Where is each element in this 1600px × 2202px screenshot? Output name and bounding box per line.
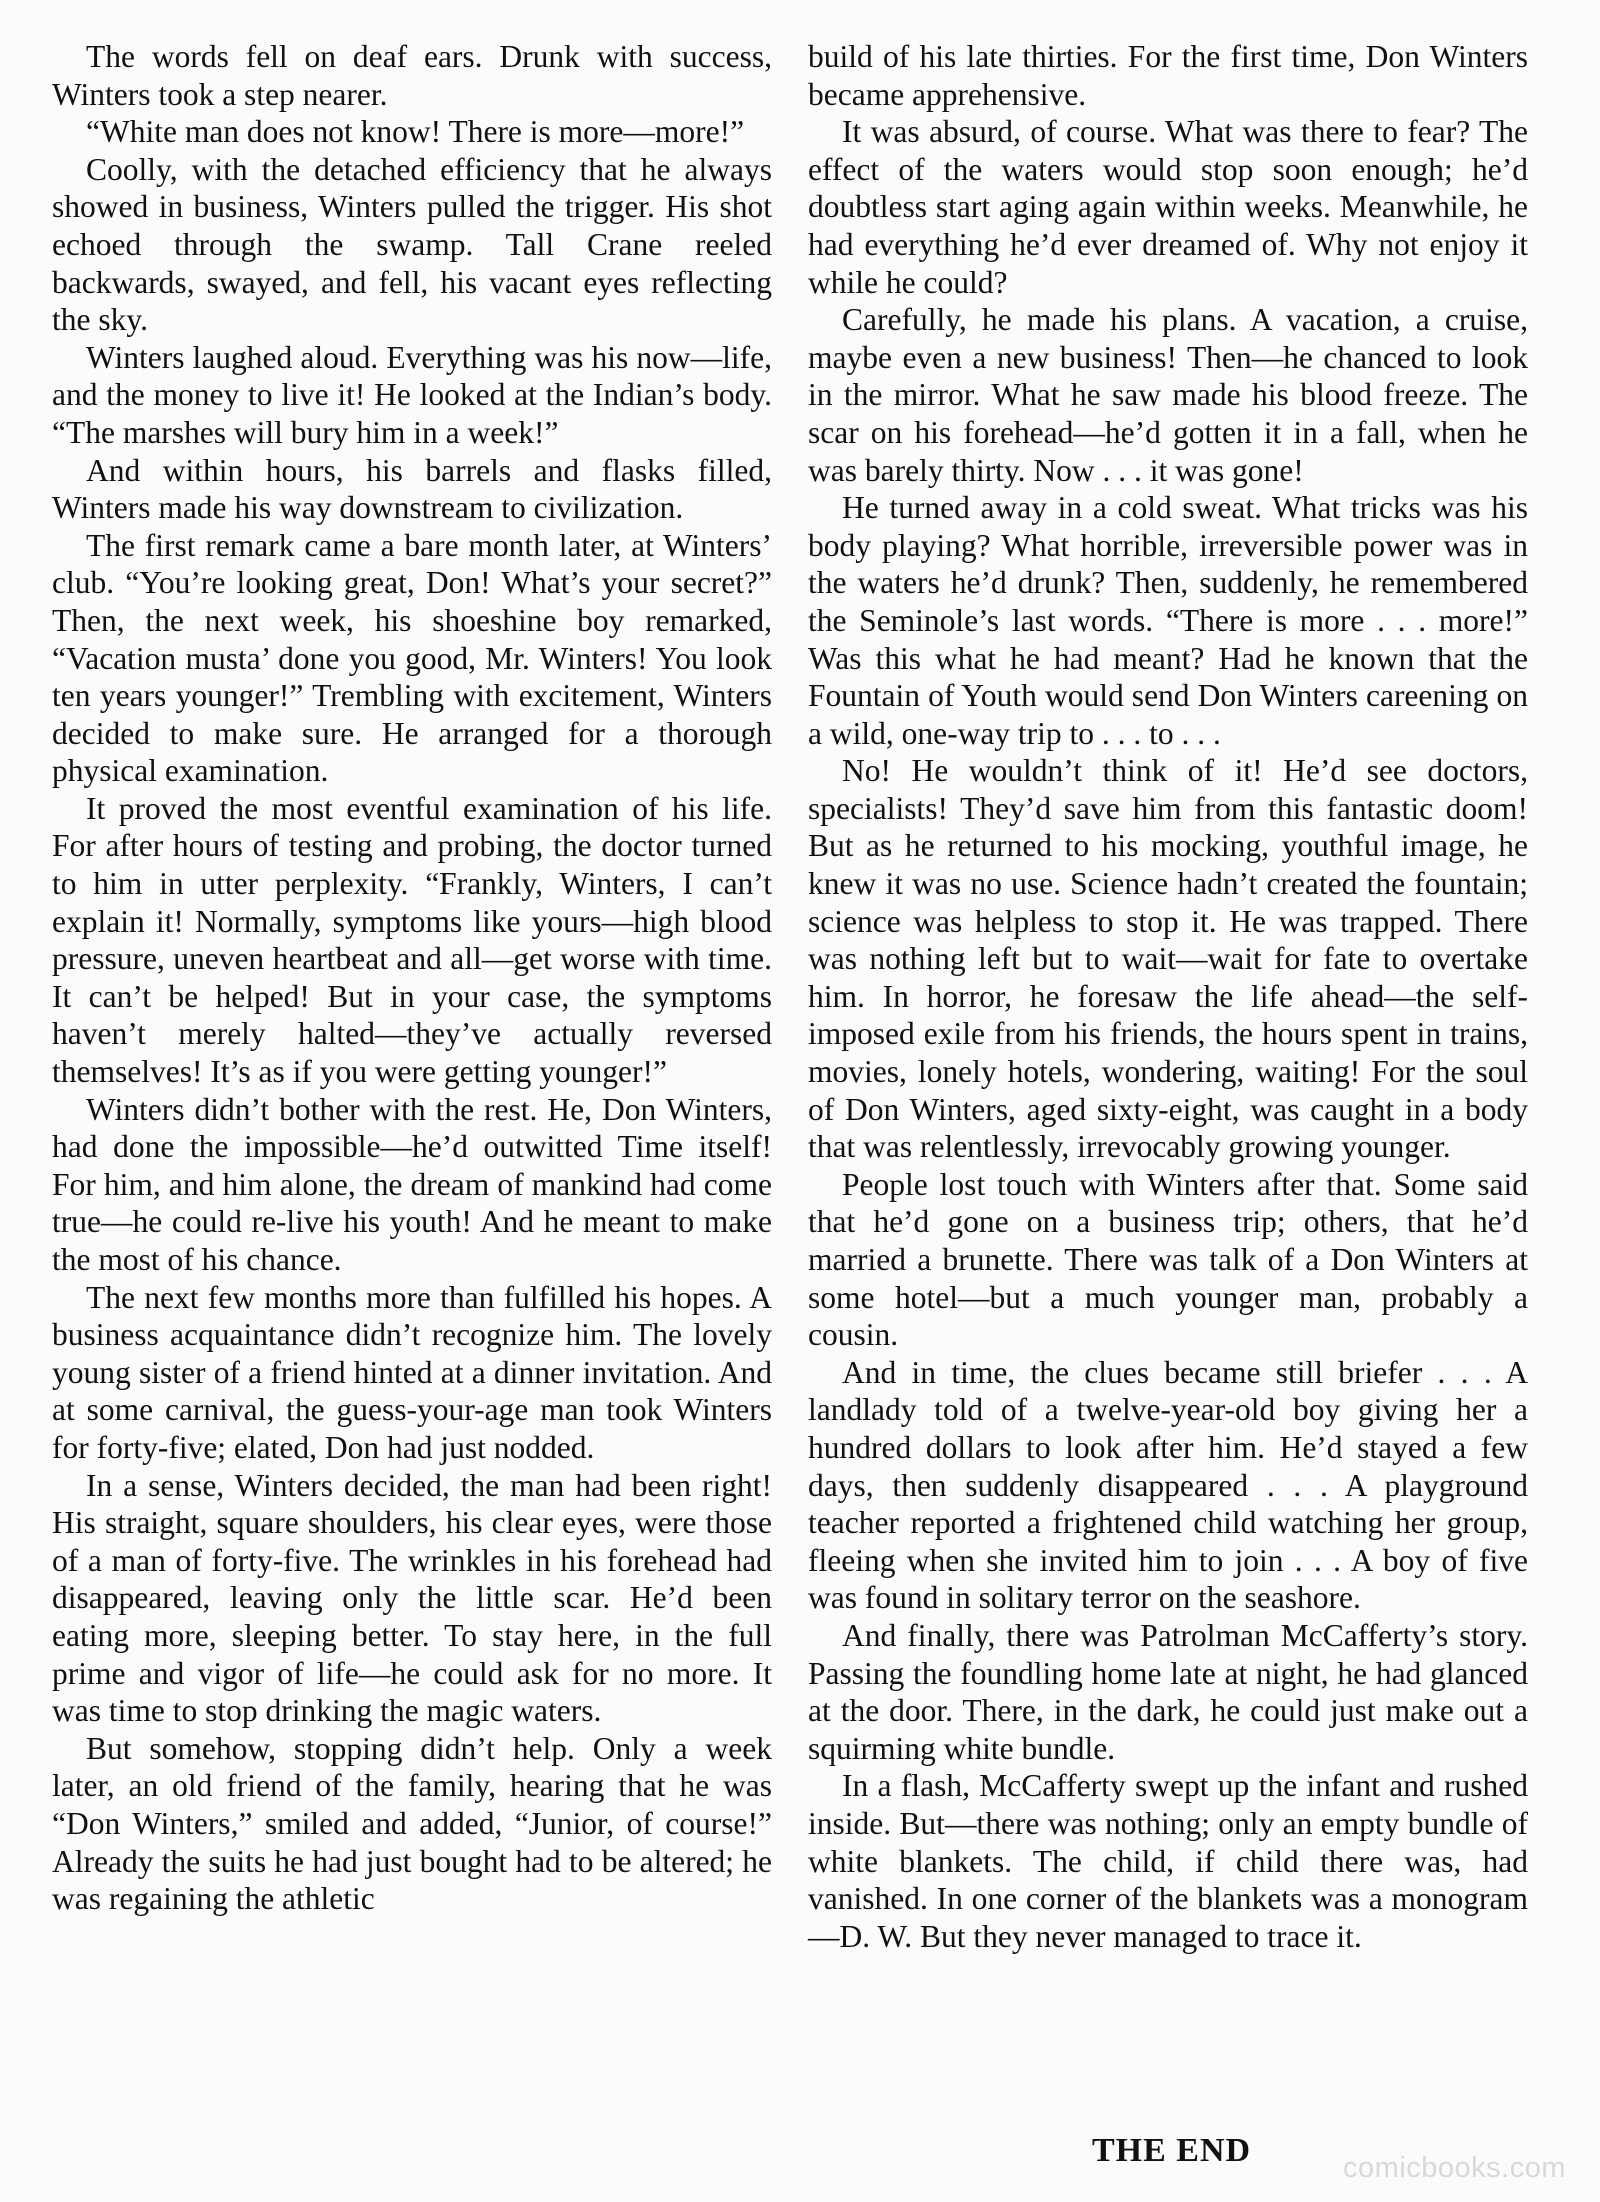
site-watermark: comicbooks.com xyxy=(1343,2152,1566,2184)
story-paragraph: The words fell on deaf ears. Drunk with success, Winters took a step nearer. xyxy=(52,39,772,112)
story-paragraph: Winters didn’t bother with the rest. He, Don Winters, had done the impossible—he’d outwitted Time itself! For him, and him alone, the dream of mankind had come true—he could re-live his youth! And he meant to make the most of his chance. xyxy=(52,1091,772,1277)
story-paragraph: Winters laughed aloud. Everything was his now—life, and the money to live it! He looked at the Indian’s body. “The marshes will bury him in a week!” xyxy=(52,339,772,450)
story-paragraph: It proved the most eventful examination of his life. For after hours of testing and probing, the doctor turned to him in utter perplexity. “Frankly, Winters, I can’t explain it! Normally, symptoms like yours—high blood pressure, uneven heartbeat and all—get worse with time. It can’t be helped! But in your case, the symptoms haven’t merely halted—they’ve actually reversed themselves! It’s as if you were getting younger!” xyxy=(52,790,772,1090)
right-text-column xyxy=(808,38,1528,1955)
story-paragraph: But somehow, stopping didn’t help. Only a week later, an old friend of the family, hearing that he was “Don Winters,” smiled and added, “Junior, of course!” Already the suits he had just bought had to be altered; he was regaining the athletic xyxy=(52,1730,772,1917)
the-end-label: THE END xyxy=(1092,2132,1252,2169)
story-paragraph: In a sense, Winters decided, the man had been right! His straight, square shoulders, his clear eyes, were those of a man of forty-five. The wrinkles in his forehead had disappeared, leaving only the little scar. He’d been eating more, sleeping better. To stay here, in the full prime and vigor of life—he could ask for no more. It was time to stop drinking the magic waters. xyxy=(52,1467,772,1729)
story-paragraph: Carefully, he made his plans. A vacation, a cruise, maybe even a new business! Then—he chanced to look in the mirror. What he saw made his blood freeze. The scar on his forehead—he’d gotten it in a fall, when he was barely thirty. Now . . . it was gone! xyxy=(808,302,1528,488)
story-paragraph: And in time, the clues became still briefer . . . A landlady told of a twelve-year-old boy giving her a hundred dollars to look after him. He’d stayed a few days, then suddenly disappeared . . . A playground teacher reported a frightened child watching her group, fleeing when she invited him to join . . . A boy of five was found in solitary terror on the seashore. xyxy=(808,1354,1528,1616)
story-paragraph: “White man does not know! There is more—more!” xyxy=(86,114,745,150)
story-paragraph: The next few months more than fulfilled his hopes. A business acquaintance didn’t recognize him. The lovely young sister of a friend hinted at a dinner invitation. And at some carnival, the guess-your-age man took Winters for forty-five; elated, Don had just nodded. xyxy=(52,1279,772,1465)
story-paragraph: In a flash, McCafferty swept up the infant and rushed inside. But—there was nothing; only an empty bundle of white blankets. The child, if child there was, had vanished. In one corner of the blankets was a monogram—D. W. But they never managed to trace it. xyxy=(808,1768,1528,1954)
story-paragraph: And finally, there was Patrolman McCafferty’s story. Passing the foundling home late at night, he had glanced at the door. There, in the dark, he could just make out a squirming white bundle. xyxy=(808,1617,1528,1766)
story-paragraph: He turned away in a cold sweat. What tricks was his body playing? What horrible, irreversible power was in the waters he’d drunk? Then, suddenly, he remembered the Seminole’s last words. “There is more . . . more!” Was this what he had meant? Had he known that the Fountain of Youth would send Don Winters careening on a wild, one-way trip to . . . to . . . xyxy=(808,490,1528,751)
story-paragraph: build of his late thirties. For the first time, Don Winters became apprehensive. xyxy=(808,39,1528,112)
story-paragraph: No! He wouldn’t think of it! He’d see doctors, specialists! They’d save him from this fantastic doom! But as he returned to his mocking, youthful image, he knew it was no use. Science hadn’t created the fountain; science was helpless to stop it. He was trapped. There was nothing left but to wait—wait for fate to overtake him. In horror, he foresaw the life ahead—the self-imposed exile from his friends, the hours spent in trains, movies, lonely hotels, wondering, waiting! For the soul of Don Winters, aged sixty-eight, was caught in a body that was relentlessly, irrevocably growing younger. xyxy=(808,753,1528,1165)
left-text-column xyxy=(52,38,772,1918)
story-paragraph: People lost touch with Winters after that. Some said that he’d gone on a business trip; others, that he’d married a brunette. There was talk of a Don Winters at some hotel—but a much younger man, probably a cousin. xyxy=(808,1166,1528,1353)
story-paragraph: It was absurd, of course. What was there to fear? The effect of the waters would stop soon enough; he’d doubtless start aging again within weeks. Meanwhile, he had everything he’d ever dreamed of. Why not enjoy it while he could? xyxy=(808,114,1528,300)
story-paragraph: And within hours, his barrels and flasks filled, Winters made his way downstream to civilization. xyxy=(52,452,772,526)
story-paragraph: The first remark came a bare month later, at Winters’ club. “You’re looking great, Don! What’s your secret?” Then, the next week, his shoeshine boy remarked, “Vacation musta’ done you good, Mr. Winters! You look ten years younger!” Trembling with excitement, Winters decided to make sure. He arranged for a thorough physical examination. xyxy=(52,527,772,789)
story-paragraph: Coolly, with the detached efficiency that he always showed in business, Winters pulled the trigger. His shot echoed through the swamp. Tall Crane reeled backwards, swayed, and fell, his vacant eyes reflecting the sky. xyxy=(52,151,772,338)
